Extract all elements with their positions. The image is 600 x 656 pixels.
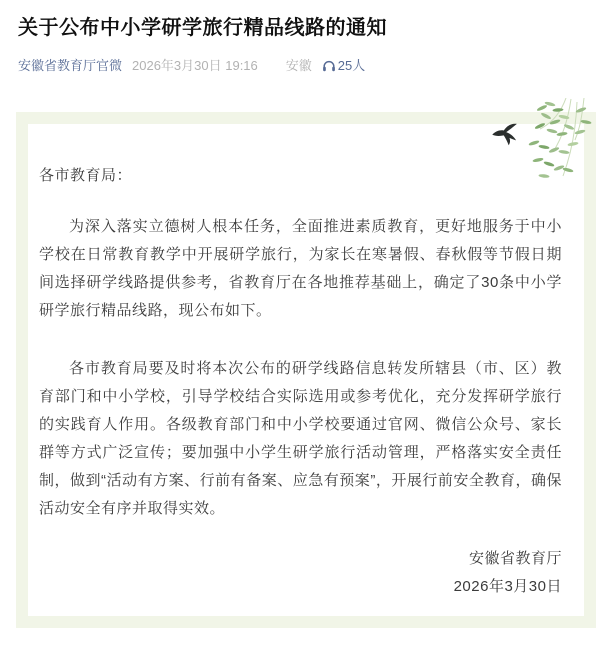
publish-datetime: 2026年3月30日 19:16 bbox=[132, 58, 258, 73]
listen-count-label: 25人 bbox=[337, 58, 366, 73]
notice-letter-body bbox=[28, 124, 584, 616]
account-name-link[interactable]: 安徽省教育厅官微 bbox=[18, 58, 123, 73]
signature-date: 2026年3月30日 bbox=[453, 578, 562, 595]
listen-count-badge bbox=[322, 57, 365, 75]
article-meta bbox=[18, 57, 582, 75]
notice-letter bbox=[16, 112, 596, 628]
notice-paragraph-1: 为深入落实立德树人根本任务，全面推进素质教育，更好地服务于中小学校在日常教育教学中开展研学旅行，为家长在寒暑假、春秋假等节假日期间选择研学线路提供参考，省教育厅在各地推荐基础上，确定了30条中小学研学旅行精品线路，现公布如下。 bbox=[39, 218, 562, 319]
notice-paragraph-2: 各市教育局要及时将本次公布的研学线路信息转发所辖县（市、区）教育部门和中小学校，引导学校结合实际选用或参考优化，充分发挥研学旅行的实践育人作用。各级教育部门和中小学校要通过官网、微信公众号、家长群等方式广泛宣传；要加强中小学生研学旅行活动管理，严格落实安全责任制，做到“活动有方案、行前有备案、应急有预案”，开展行前安全教育，确保活动安全有序并取得实效。 bbox=[39, 360, 562, 517]
article-page bbox=[0, 14, 600, 656]
salutation: 各市教育局： bbox=[39, 167, 133, 184]
headphone-icon bbox=[322, 59, 338, 73]
publish-location: 安徽 bbox=[285, 58, 312, 73]
signature-name: 安徽省教育厅 bbox=[468, 550, 562, 567]
page-title: 关于公布中小学研学旅行精品线路的通知 bbox=[18, 17, 387, 39]
